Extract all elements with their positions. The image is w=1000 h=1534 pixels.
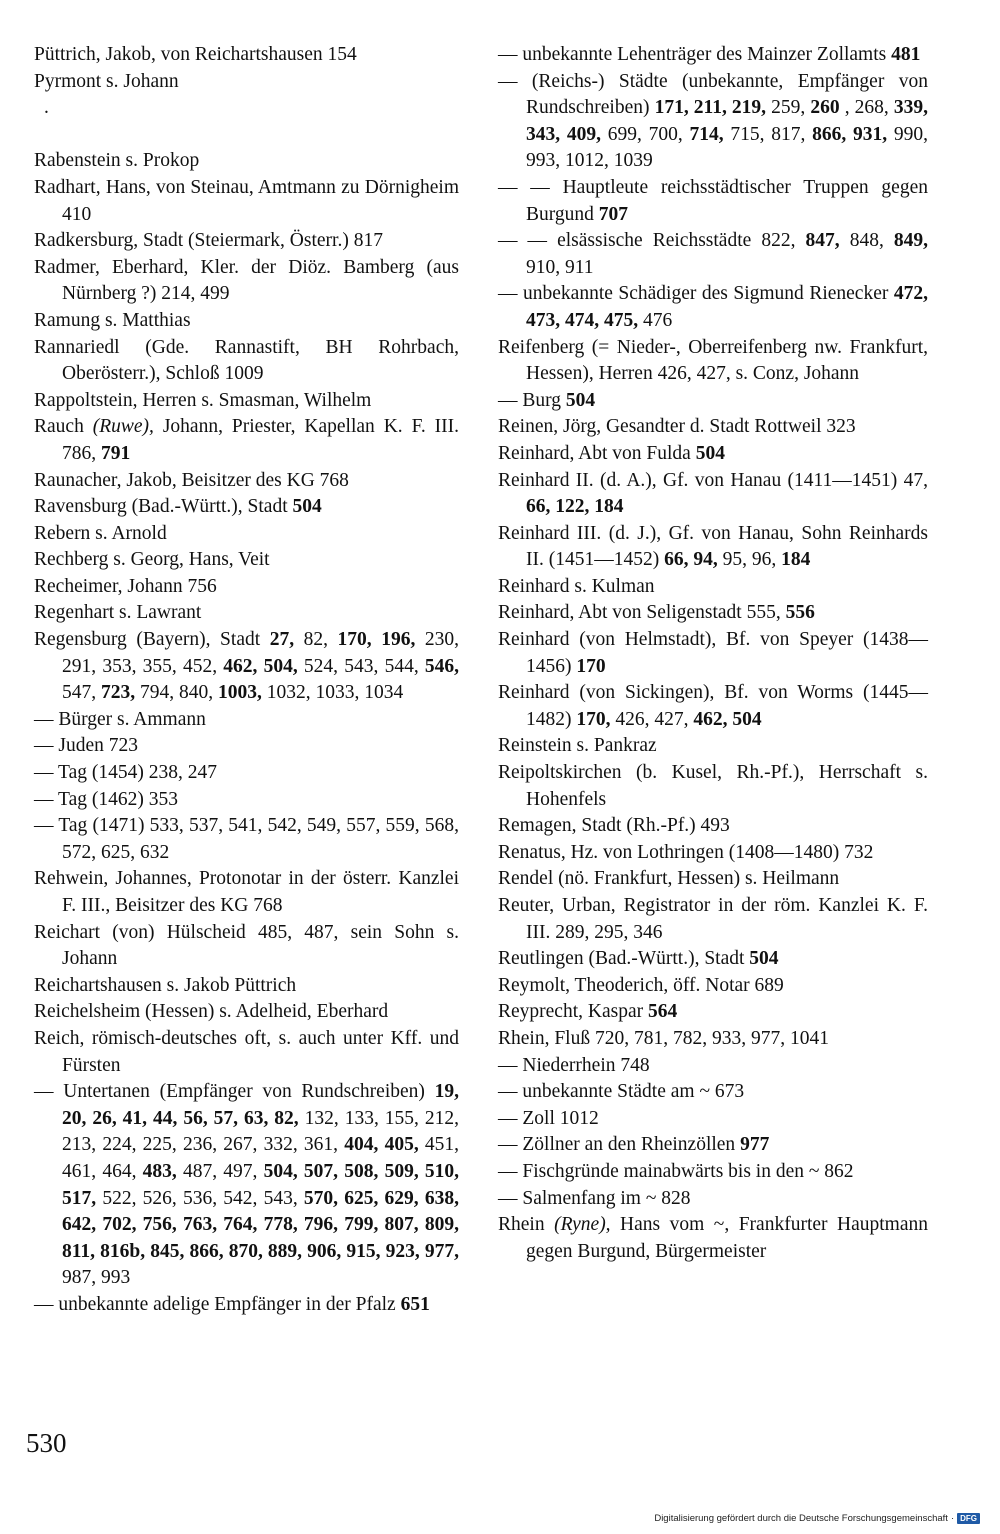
entry-text: Remagen, Stadt (Rh.-Pf.) 493 xyxy=(498,815,730,837)
entry-text: Reinen, Jörg, Gesandter d. Stadt Rottweil 323 xyxy=(498,416,856,438)
index-entry xyxy=(498,414,928,441)
entry-bold-ref: 504, 507, 508, 509, 510, 517, xyxy=(62,1160,460,1209)
entry-bold-ref: 19, 20, 26, 41, 44, 56, 57, 63, 82, xyxy=(62,1081,459,1129)
entry-text: 794, 840, xyxy=(135,682,218,704)
entry-bold-ref: 714, xyxy=(689,123,724,145)
entry-bold-ref: 977 xyxy=(740,1134,770,1156)
index-entry xyxy=(34,973,459,1000)
entry-text: Johann, Priester, Kapellan K. F. III. 786, xyxy=(62,416,459,464)
entry-text: — Salmenfang im ~ 828 xyxy=(498,1187,691,1209)
entry-bold-ref: 260 xyxy=(810,97,840,119)
entry-text: — unbekannte Städte am ~ 673 xyxy=(498,1081,745,1103)
index-entry xyxy=(498,281,928,334)
entry-bold-ref: 723, xyxy=(101,682,136,704)
entry-bold-ref: 170 xyxy=(576,655,606,677)
entry-text: Rannariedl (Gde. Rannastift, BH Rohrbach, Oberösterr.), Schloß 1009 xyxy=(34,336,459,385)
index-entry xyxy=(34,308,459,335)
entry-text: — Zöllner an den Rheinzöllen xyxy=(498,1134,741,1156)
entry-text: 82, xyxy=(294,629,338,651)
entry-text: — Tag (1462) 353 xyxy=(34,788,178,810)
footer-separator: · xyxy=(950,1513,955,1524)
index-entry xyxy=(34,733,459,760)
entry-text: Reutlingen (Bad.-Württ.), Stadt xyxy=(498,948,750,970)
entry-text: Renatus, Hz. von Lothringen (1408—1480) 732 xyxy=(498,841,874,863)
entry-text: Rabenstein s. Prokop xyxy=(34,150,200,172)
entry-text: — Juden 723 xyxy=(34,735,138,757)
index-entry xyxy=(498,1053,928,1080)
entry-bold-ref: 404, 405, xyxy=(344,1134,419,1156)
entry-text: Reinhard (von Helmstadt), Bf. von Speyer (1438—1456) xyxy=(498,629,928,677)
index-entry xyxy=(34,866,459,919)
entry-text: 132, 133, 155, 212, 213, 224, 225, 236, 267, 332, 361, xyxy=(62,1107,460,1156)
entry-text: — — Hauptleute reichsstädtischer Truppen gegen Burgund xyxy=(498,176,928,225)
entry-bold-ref: 707 xyxy=(598,203,629,225)
entry-text: Reinhard, Abt von Seligenstadt 555, xyxy=(498,602,786,624)
entry-bold-ref: 504 xyxy=(749,948,779,970)
entry-text: 524, 543, 544, xyxy=(297,655,425,677)
entry-text: Reinstein s. Pankraz xyxy=(498,735,657,757)
entry-text: 476 xyxy=(638,309,673,331)
index-entry xyxy=(498,840,928,867)
entry-text: Reipoltskirchen (b. Kusel, Rh.-Pf.), Herrschaft s. Hohenfels xyxy=(498,762,928,810)
entry-italic-text: (Ruwe), xyxy=(92,416,154,438)
index-entry xyxy=(498,175,928,228)
entry-bold-ref: 483, xyxy=(142,1160,177,1182)
entry-bold-ref: 564 xyxy=(647,1001,678,1023)
entry-text: Pyrmont s. Johann xyxy=(34,70,179,92)
entry-text: 259, xyxy=(766,97,811,119)
index-entry xyxy=(498,1132,928,1159)
entry-text: — Untertanen (Empfänger von Rundschreiben) xyxy=(34,1081,435,1103)
index-column-left xyxy=(34,42,459,1319)
index-entry xyxy=(34,175,459,228)
entry-text: — unbekannte Lehenträger des Mainzer Zollamts xyxy=(498,44,892,65)
entry-bold-ref: 462, 504 xyxy=(693,708,762,730)
index-entry xyxy=(498,600,928,627)
entry-text: Ravensburg (Bad.-Württ.), Stadt xyxy=(34,496,293,518)
entry-text: — (Reichs-) Städte (unbekannte, Empfänger von Rundschreiben) xyxy=(498,70,928,119)
entry-text: Regenhart s. Lawrant xyxy=(34,602,202,624)
entry-bold-ref: 66, 122, 184 xyxy=(526,496,624,518)
entry-bold-ref: 472, 473, 474, 475, xyxy=(526,283,928,331)
entry-italic-text: (Ryne), xyxy=(554,1214,611,1236)
entry-text: Reymolt, Theoderich, öff. Notar 689 xyxy=(498,974,784,996)
entry-text: Raunacher, Jakob, Beisitzer des KG 768 xyxy=(34,469,349,491)
blank-line xyxy=(34,122,459,149)
index-entry xyxy=(34,69,459,96)
entry-text: — Burg xyxy=(498,389,566,411)
index-entry xyxy=(34,787,459,814)
index-entry xyxy=(498,228,928,281)
index-entry xyxy=(34,574,459,601)
entry-text: 699, 700, xyxy=(601,123,690,145)
index-entry xyxy=(34,228,459,255)
index-entry xyxy=(34,494,459,521)
entry-text: Reichartshausen s. Jakob Püttrich xyxy=(34,974,297,996)
index-entry xyxy=(34,42,459,69)
index-entry xyxy=(498,574,928,601)
index-entry xyxy=(34,468,459,495)
index-entry xyxy=(498,468,928,521)
index-entry xyxy=(498,441,928,468)
entry-text: — Fischgründe mainabwärts bis in den ~ 862 xyxy=(498,1160,854,1182)
entry-text: — Tag (1454) 238, 247 xyxy=(34,762,217,784)
entry-text: Rechberg s. Georg, Hans, Veit xyxy=(34,549,270,571)
entry-text: Reichelsheim (Hessen) s. Adelheid, Eberhard xyxy=(34,1001,389,1023)
index-entry xyxy=(34,1026,459,1079)
entry-bold-ref: 170, xyxy=(576,708,611,730)
entry-text: Reinhard, Abt von Fulda xyxy=(498,442,696,464)
index-entry xyxy=(498,973,928,1000)
entry-text: 848, xyxy=(839,230,894,252)
entry-bold-ref: 866, 931, xyxy=(812,123,888,145)
entry-text: Reinhard s. Kulman xyxy=(498,575,655,597)
footer-text: Digitalisierung gefördert durch die Deutsche Forschungsgemeinschaft xyxy=(654,1513,948,1524)
entry-bold-ref: 847, xyxy=(805,230,840,252)
index-entry xyxy=(498,999,928,1026)
entry-bold-ref: 481 xyxy=(891,44,921,65)
entry-text: 1032, 1033, 1034 xyxy=(261,682,404,704)
index-entry xyxy=(34,388,459,415)
entry-text: — Niederrhein 748 xyxy=(498,1054,650,1076)
page-number: 530 xyxy=(26,1428,67,1458)
entry-bold-ref: 625, 629, 638, 642, 702, 756, 763, 764, 778, 796, 799, 807, 809, 811, 816b, 845, 866, 870, 889, 906, 915, 923, 977, xyxy=(62,1187,460,1262)
index-entry xyxy=(34,335,459,388)
entry-text: Püttrich, Jakob, von Reichartshausen 154 xyxy=(34,44,357,65)
entry-text: Rendel (nö. Frankfurt, Hessen) s. Heilmann xyxy=(498,868,840,890)
index-entry xyxy=(34,414,459,467)
entry-text: 487, 497, xyxy=(176,1160,264,1182)
index-entry xyxy=(498,69,928,175)
entry-text: 451, 461, 464, xyxy=(62,1134,460,1182)
index-entry xyxy=(498,627,928,680)
index-entry xyxy=(34,600,459,627)
entry-bold-ref: 504 xyxy=(565,389,596,411)
index-entry xyxy=(498,813,928,840)
entry-bold-ref: 1003, xyxy=(218,682,262,704)
index-entry xyxy=(34,255,459,308)
index-column-right xyxy=(498,42,928,1265)
entry-text: Rehwein, Johannes, Protonotar in der österr. Kanzlei F. III., Beisitzer des KG 768 xyxy=(34,868,459,916)
entry-text: Rappoltstein, Herren s. Smasman, Wilhelm xyxy=(34,389,372,411)
index-entry xyxy=(498,335,928,388)
entry-bold-ref: 556 xyxy=(785,602,815,624)
entry-text: 522, 526, 536, 542, 543, xyxy=(96,1187,304,1209)
index-entry xyxy=(498,42,928,69)
entry-bold-ref: 791 xyxy=(101,442,131,464)
index-entry xyxy=(34,760,459,787)
index-entry xyxy=(34,627,459,707)
entry-bold-ref: 849, xyxy=(893,230,928,252)
entry-text: 95, 96, xyxy=(717,549,782,571)
index-entry xyxy=(498,946,928,973)
entry-bold-ref: 462, 504, xyxy=(223,655,298,677)
entry-text: 426, 427, xyxy=(610,708,694,730)
index-entry xyxy=(34,813,459,866)
entry-text: 715, 817, xyxy=(723,123,813,145)
entry-text: Regensburg (Bayern), Stadt xyxy=(34,629,270,651)
entry-text: Recheimer, Johann 756 xyxy=(34,575,217,597)
index-entry xyxy=(498,521,928,574)
entry-text: — Tag (1471) 533, 537, 541, 542, 549, 557, 559, 568, 572, 625, 632 xyxy=(34,815,459,863)
entry-text: Reich, römisch-deutsches oft, s. auch unter Kff. und Fürsten xyxy=(34,1027,459,1076)
entry-text: Radhart, Hans, von Steinau, Amtmann zu Dörnigheim 410 xyxy=(34,176,459,225)
entry-text: 230, 291, 353, 355, 452, xyxy=(62,629,460,677)
entry-bold-ref: 171, 211, 219, xyxy=(654,97,767,119)
index-entry xyxy=(498,760,928,813)
entry-text: Hans vom ~, Frankfurter Hauptmann gegen Burgund, Bürgermeister xyxy=(526,1214,928,1262)
index-entry xyxy=(498,1026,928,1053)
entry-text: Reuter, Urban, Registrator in der röm. Kanzlei K. F. III. 289, 295, 346 xyxy=(498,895,928,943)
entry-text: 547, xyxy=(62,682,101,704)
dfg-logo-icon: DFG xyxy=(957,1513,980,1524)
entry-text: Rauch xyxy=(34,416,93,438)
index-entry xyxy=(34,521,459,548)
index-entry xyxy=(34,920,459,973)
entry-text: Reinhard III. (d. J.), Gf. von Hanau, Sohn Reinhards II. (1451—1452) xyxy=(498,522,928,571)
entry-bold-ref: 339, 343, 409, xyxy=(526,97,929,145)
index-entry xyxy=(498,1106,928,1133)
entry-text: — unbekannte adelige Empfänger in der Pfalz xyxy=(34,1293,401,1315)
entry-text: Rebern s. Arnold xyxy=(34,522,167,544)
index-entry xyxy=(498,680,928,733)
index-entry xyxy=(498,1186,928,1213)
stray-mark xyxy=(34,95,459,122)
entry-text: — — elsässische Reichsstädte 822, xyxy=(498,230,806,252)
entry-bold-ref: 651 xyxy=(400,1293,430,1315)
index-entry xyxy=(34,707,459,734)
index-entry xyxy=(498,893,928,946)
entry-text: — Zoll 1012 xyxy=(498,1107,599,1129)
entry-text: , 268, xyxy=(839,97,894,119)
index-entry xyxy=(498,1159,928,1186)
entry-bold-ref: 546, xyxy=(424,655,460,677)
entry-text: Reyprecht, Kaspar xyxy=(498,1001,648,1023)
index-entry xyxy=(498,1079,928,1106)
entry-text: 987, 993 xyxy=(62,1267,131,1289)
index-entry xyxy=(498,1212,928,1265)
index-entry xyxy=(498,866,928,893)
entry-bold-ref: 504 xyxy=(695,442,725,464)
entry-text: Radmer, Eberhard, Kler. der Diöz. Bamberg (aus Nürnberg ?) 214, 499 xyxy=(34,256,459,305)
entry-text: 990, 993, 1012, 1039 xyxy=(526,123,928,172)
index-entry xyxy=(498,733,928,760)
entry-text: Radkersburg, Stadt (Steiermark, Österr.) 817 xyxy=(34,230,383,252)
index-entry xyxy=(34,999,459,1026)
stray-mark-text: . xyxy=(44,97,49,119)
entry-bold-ref: 184 xyxy=(781,549,811,571)
entry-text: — unbekannte Schädiger des Sigmund Rienecker xyxy=(498,283,894,305)
entry-bold-ref: 66, 94, xyxy=(664,549,718,571)
entry-bold-ref: 170, 196, xyxy=(337,629,416,651)
entry-text: Reichart (von) Hülscheid 485, 487, sein Sohn s. Johann xyxy=(34,921,459,970)
entry-text: — Bürger s. Ammann xyxy=(34,708,206,730)
index-entry xyxy=(34,547,459,574)
entry-text: Reinhard (von Sickingen), Bf. von Worms (1445—1482) xyxy=(498,682,928,730)
entry-text: Rhein, Fluß 720, 781, 782, 933, 977, 1041 xyxy=(498,1027,829,1049)
entry-bold-ref: 570, xyxy=(303,1187,339,1209)
entry-bold-ref: 504 xyxy=(292,496,322,518)
entry-text: Rhein xyxy=(498,1214,555,1236)
index-entry xyxy=(34,1292,459,1319)
entry-bold-ref: 27, xyxy=(269,629,295,651)
entry-text: 910, 911 xyxy=(526,256,594,278)
index-entry xyxy=(498,388,928,415)
entry-text: Reifenberg (= Nieder-, Oberreifenberg nw. Frankfurt, Hessen), Herren 426, 427, s. Conz, Johann xyxy=(498,336,928,385)
entry-text: Ramung s. Matthias xyxy=(34,309,191,331)
digitization-footer xyxy=(654,1513,980,1524)
index-entry xyxy=(34,148,459,175)
entry-text: Reinhard II. (d. A.), Gf. von Hanau (1411—1451) 47, xyxy=(498,469,928,491)
index-entry xyxy=(34,1079,459,1292)
